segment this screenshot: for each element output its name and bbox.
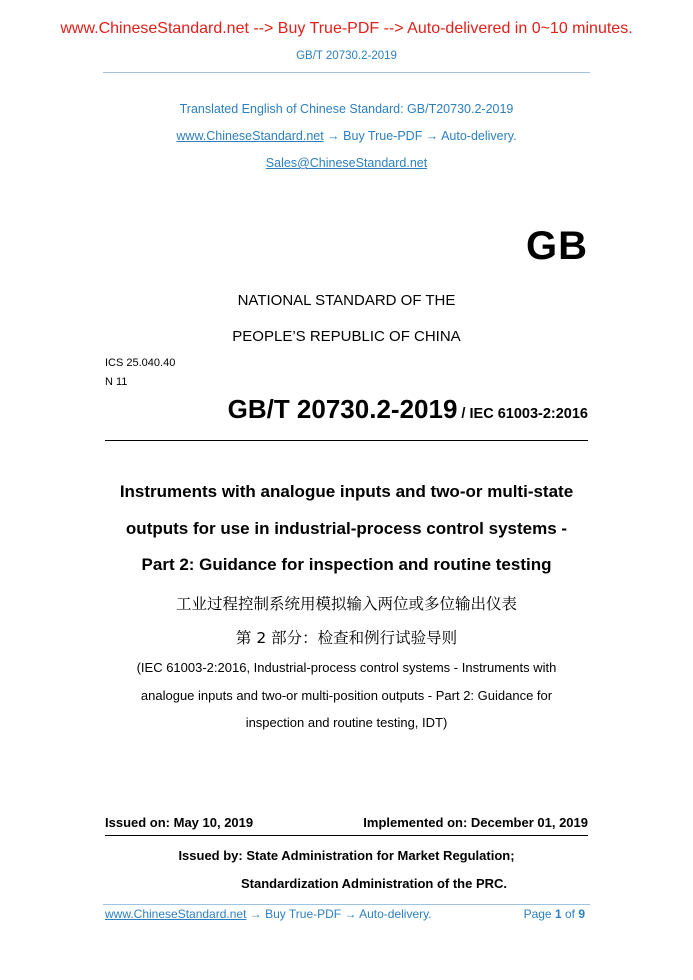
- header-divider: [103, 72, 590, 73]
- national-standard-line1: NATIONAL STANDARD OF THE: [237, 292, 456, 309]
- email-link[interactable]: Sales@ChineseStandard.net: [265, 156, 428, 170]
- issued-date: Issued on: May 10, 2019: [105, 815, 254, 830]
- issued-by-line-1: Issued by: State Administration for Market Regulation;: [178, 848, 515, 863]
- email-line: [0, 156, 693, 170]
- footer-buy-text: → Buy True-PDF → Auto-delivery.: [246, 907, 432, 921]
- chinese-title-line-1: 工业过程控制系统用模拟输入两位或多位输出仪表: [175, 595, 517, 613]
- equivalent-standard: / IEC 61003-2:2016: [457, 406, 588, 422]
- implemented-date: Implemented on: December 01, 2019: [363, 815, 588, 830]
- page-total: 9: [578, 907, 585, 921]
- dates-rule: [105, 835, 588, 836]
- footer-divider: [103, 904, 590, 905]
- title-line-3: Part 2: Guidance for inspection and routine testing: [141, 555, 552, 574]
- title-rule-top: [105, 440, 588, 441]
- idt-line-3: inspection and routine testing, IDT): [245, 715, 448, 730]
- page-of: of: [561, 907, 579, 921]
- buy-text: → Buy True-PDF → Auto-delivery.: [323, 129, 517, 143]
- top-banner[interactable]: www.ChineseStandard.net --> Buy True-PDF --> Auto-delivered in 0~10 minutes.: [60, 20, 633, 37]
- title-line-2: outputs for use in industrial-process control systems -: [125, 519, 568, 538]
- standard-number-text: GB/T 20730.2-2019: [227, 394, 458, 424]
- idt-line-2: analogue inputs and two-or multi-position outputs - Part 2: Guidance for: [140, 688, 553, 703]
- idt-line-1: (IEC 61003-2:2016, Industrial-process control systems - Instruments with: [136, 660, 557, 675]
- gb-mark: GB: [526, 224, 588, 268]
- page-label: Page: [523, 907, 555, 921]
- translation-note: Translated English of Chinese Standard: GB/T20730.2-2019: [179, 102, 514, 116]
- site-link[interactable]: www.ChineseStandard.net: [176, 129, 324, 143]
- national-standard-line2: PEOPLE’S REPUBLIC OF CHINA: [232, 328, 461, 345]
- translation-buy-line: [0, 129, 693, 143]
- page-indicator: [524, 907, 585, 921]
- title-line-1: Instruments with analogue inputs and two-or multi-state: [119, 482, 574, 501]
- footer-site-link[interactable]: www.ChineseStandard.net: [105, 907, 247, 921]
- page-current: 1: [554, 907, 562, 921]
- header-standard-code: GB/T 20730.2-2019: [296, 50, 397, 62]
- ics-code: ICS 25.040.40: [105, 357, 176, 369]
- n-code: N 11: [105, 376, 128, 388]
- issued-by-line-2: Standardization Administration of the PRC.: [241, 876, 508, 891]
- standard-number: [228, 394, 588, 425]
- footer-buy-line: [105, 907, 432, 921]
- chinese-title-line-2: 第 2 部分：检查和例行试验导则: [235, 629, 458, 647]
